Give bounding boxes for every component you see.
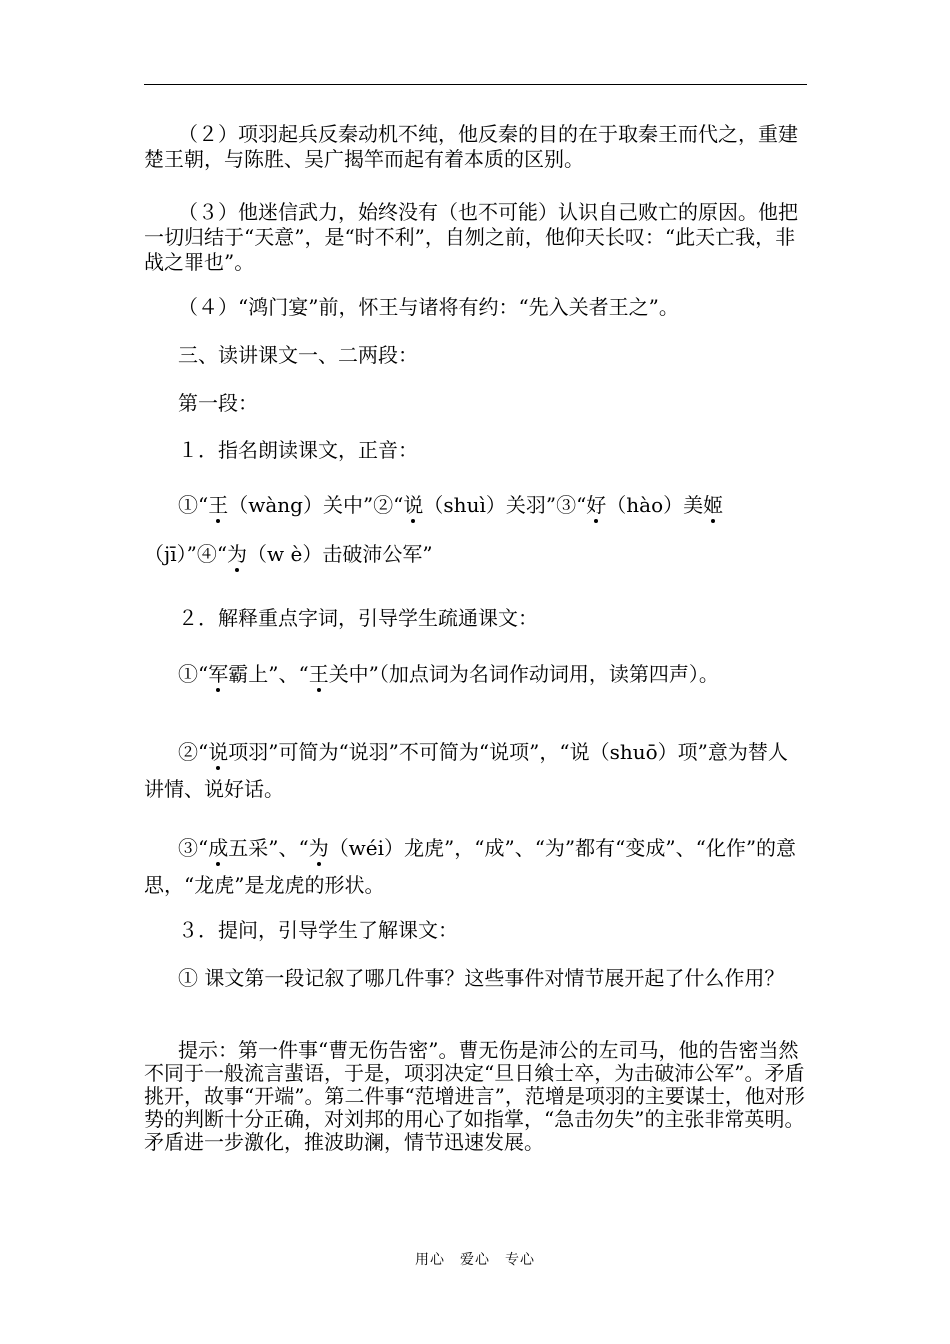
section-heading-3: 三、读讲课文一、二两段：: [178, 343, 418, 367]
word-note-1: ①“军霸上”、“王关中”（加点词为名词作动词用，读第四声）。: [178, 662, 719, 686]
question-1: ① 课文第一段记叙了哪几件事？这些事件对情节展开起了什么作用？: [178, 966, 785, 990]
dotted-char: 王: [208, 493, 229, 517]
hint-paragraph: 提示：第一件事“曹无伤告密”。曹无伤是沛公的左司马，他的告密当然不同于一般流言蜚语，于是，项羽决定“旦日飨士卒，为击破沛公军”。矛盾挑开，故事“开端”。第二件事“范增进言”，范增是项羽的主要谋士，他对形势的判断十分正确，对刘邦的用心了如指掌，“急击勿失”的主张非常英明。矛盾进一步激化，推波助澜，情节迅速发展。: [144, 1038, 805, 1154]
dotted-char: 为: [227, 542, 248, 566]
dotted-char: 王: [308, 662, 329, 686]
paragraph-1-heading: 第一段：: [178, 391, 258, 415]
dotted-char: 姬: [703, 493, 724, 517]
pronunciation-line-1: ①“王（wàng）关中”②“说（shuì）关羽”③“好（hào）美姬: [178, 493, 724, 517]
paragraph-2: （２）项羽起兵反秦动机不纯，他反秦的目的在于取秦王而代之，重建楚王朝，与陈胜、吴广揭竿而起有着本质的区别。: [144, 122, 798, 171]
step-2: ２．解释重点字词，引导学生疏通课文：: [178, 606, 538, 630]
header-rule: [144, 84, 807, 85]
dotted-char: 说: [208, 740, 229, 764]
dotted-char: 为: [308, 836, 329, 860]
dotted-char: 军: [208, 662, 229, 686]
word-note-2: ②“说项羽”可简为“说羽”不可简为“说项”，“说（shuō）项”意为替人讲情、说好话。: [144, 740, 788, 801]
page-footer: 用心 爱心 专心: [415, 1252, 535, 1268]
word-note-3: ③“成五采”、“为（wéi）龙虎”，“成”、“为”都有“变成”、“化作”的意思，“龙虎”是龙虎的形状。: [144, 836, 797, 897]
step-1: １．指名朗读课文，正音：: [178, 438, 418, 462]
dotted-char: 好: [586, 493, 607, 517]
pronunciation-line-2: （jī）”④“为（w è）击破沛公军”: [144, 542, 433, 566]
dotted-char: 成: [208, 836, 229, 860]
dotted-char: 说: [403, 493, 424, 517]
step-3: ３．提问，引导学生了解课文：: [178, 918, 458, 942]
paragraph-4: （４）“鸿门宴”前，怀王与诸将有约：“先入关者王之”。: [178, 295, 679, 319]
paragraph-3: （３）他迷信武力，始终没有（也不可能）认识自己败亡的原因。他把一切归结于“天意”，是“时不利”，自刎之前，他仰天长叹：“此天亡我，非战之罪也”。: [144, 200, 798, 274]
